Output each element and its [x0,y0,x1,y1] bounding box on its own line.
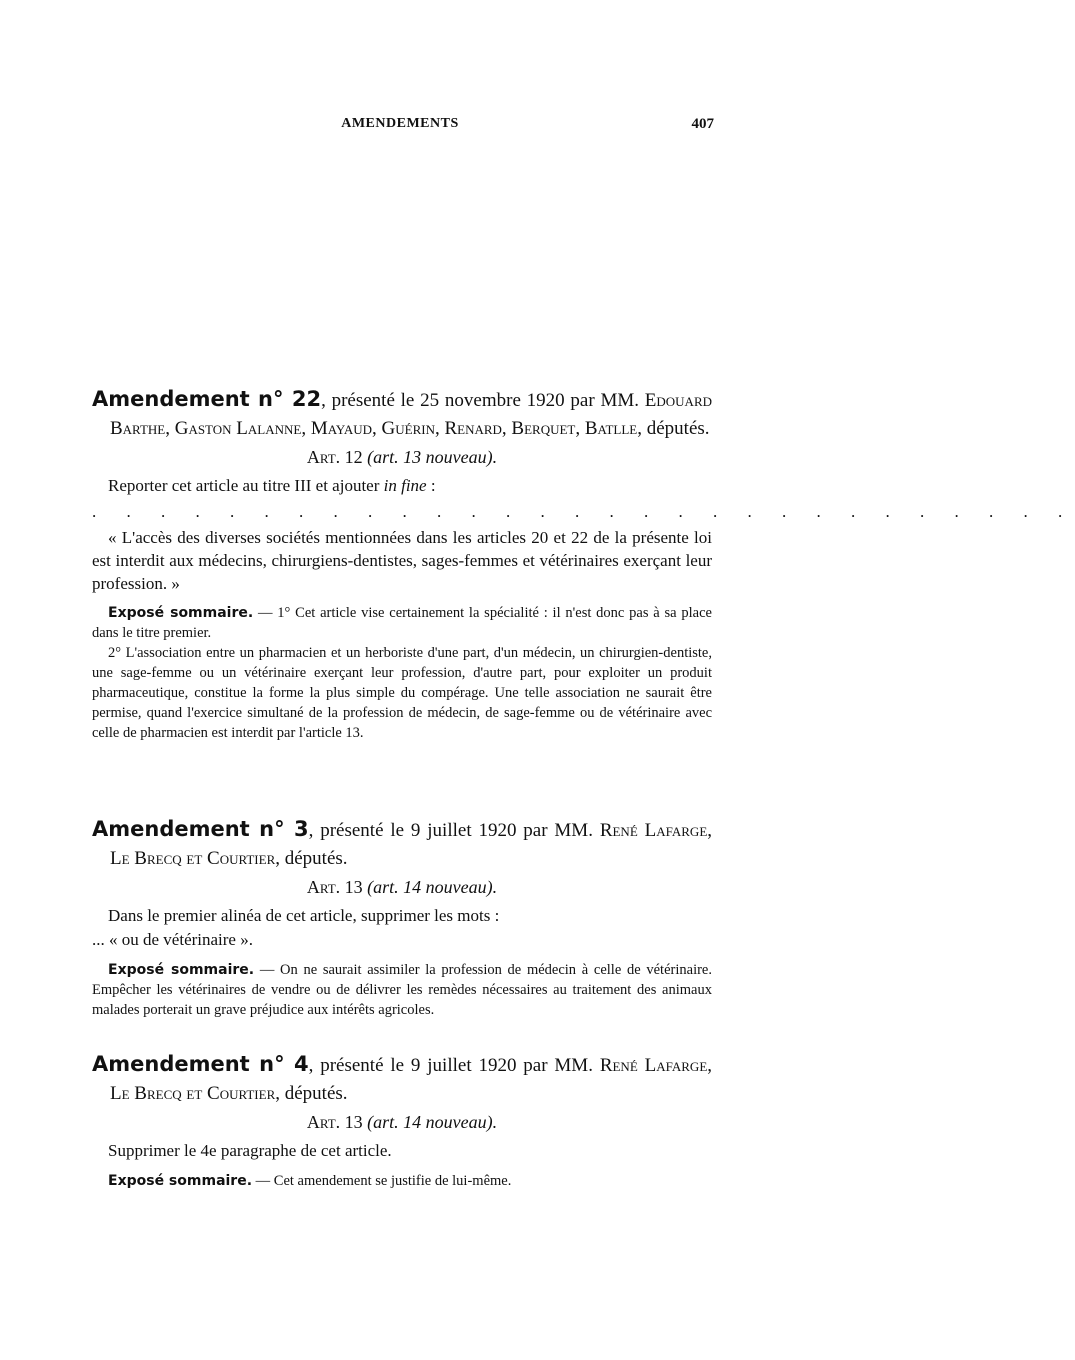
instruction-words: ... « ou de vétérinaire ». [92,930,253,949]
instruction [108,474,712,498]
expose-label: Exposé sommaire. [108,962,255,978]
page-number: 407 [691,116,714,132]
instruction: Dans le premier alinéa de cet article, supprimer les mots : [108,906,500,925]
article-label: Art. 12 [306,447,363,467]
amendment-deputies: René Lafarge, Le Brecq et Courtier, [110,820,713,869]
amendment-number: Amendement n° 22 [92,387,322,411]
amendment-3 [92,815,712,1020]
article-note: (art. 13 nouveau). [367,447,498,467]
expose-paragraph-2: 2° L'association entre un pharmacien et un herboriste d'une part, d'un médecin, un chirurgien-dentiste, une sage-femme ou un vétérinaire exerçant leur profession, d'autre part, pour exploiter un produit pharmaceutique, constitue la forme la plus simple du compérage. Une telle association ne saurait être permise, quand l'exercice simultané de la profession de médecin, de sage-femme ou de vétérinaire avec celle de pharmacien est interdit par l'article 13. [92,645,712,741]
amendment-suffix: députés. [646,418,710,439]
ellipsis-line: . . . . . . . . . . . . . . . . . . . . . . . . . . . . . [92,502,1075,521]
expose-sommaire [92,960,712,1020]
instruction-italic: in fine [383,476,427,495]
amendment-deputies: René Lafarge, Le Brecq et Courtier, [110,1055,713,1104]
quoted-text: « L'accès des diverses sociétés mentionnées dans les articles 20 et 22 de la présente loi est interdit aux médecins, chirurgiens-dentistes, sages-femmes et vétérinaires exerçant leur profession. » [92,528,712,593]
amendment-4 [92,1050,712,1191]
instruction-text: Reporter cet article au titre III et ajouter [108,476,384,495]
expose-sommaire [92,603,712,643]
amendment-number: Amendement n° 3 [92,817,309,841]
article-note: (art. 14 nouveau). [367,1112,498,1132]
expose-text: — 1° Cet article vise certainement la spécialité : il n'est donc pas à sa place dans le titre premier. [92,605,712,641]
expose-text: — On ne saurait assimiler la profession de médecin à celle de vétérinaire. Empêcher les vétérinaires de vendre ou de délivrer les remèdes nécessaires au traitement des animaux malades porterait un grave préjudice aux intérêts agricoles. [92,962,712,1018]
running-head [0,116,800,140]
amendment-presented: , présenté le 9 juillet 1920 par MM. [308,1055,600,1076]
amendment-suffix: députés. [284,848,348,869]
instruction: Supprimer le 4e paragraphe de cet article. [108,1141,392,1160]
amendment-suffix: députés. [284,1083,348,1104]
article-reference [92,1112,712,1133]
expose-label: Exposé sommaire. [108,605,254,621]
expose-text: — Cet amendement se justifie de lui-même. [252,1173,512,1189]
article-note: (art. 14 nouveau). [367,877,498,897]
amendment-22 [92,385,1075,743]
running-title: AMENDEMENTS [341,116,459,131]
article-label: Art. 13 [306,877,363,897]
amendment-presented: , présenté le 9 juillet 1920 par MM. [308,820,600,841]
amendment-deputies: Edouard Barthe, Gaston Lalanne, Mayaud, Guérin, Renard, Berquet, Batlle, [110,390,712,439]
expose-label: Exposé sommaire. [108,1173,253,1189]
article-reference [92,877,712,898]
amendment-number: Amendement n° 4 [92,1052,309,1076]
amendment-heading [92,815,712,873]
article-reference [92,447,712,468]
amendment-heading [92,385,712,443]
instruction-end: : [426,476,436,495]
article-label: Art. 13 [306,1112,363,1132]
expose-sommaire [92,1171,712,1191]
amendment-heading [92,1050,712,1108]
amendment-presented: , présenté le 25 novembre 1920 par MM. [321,390,645,411]
